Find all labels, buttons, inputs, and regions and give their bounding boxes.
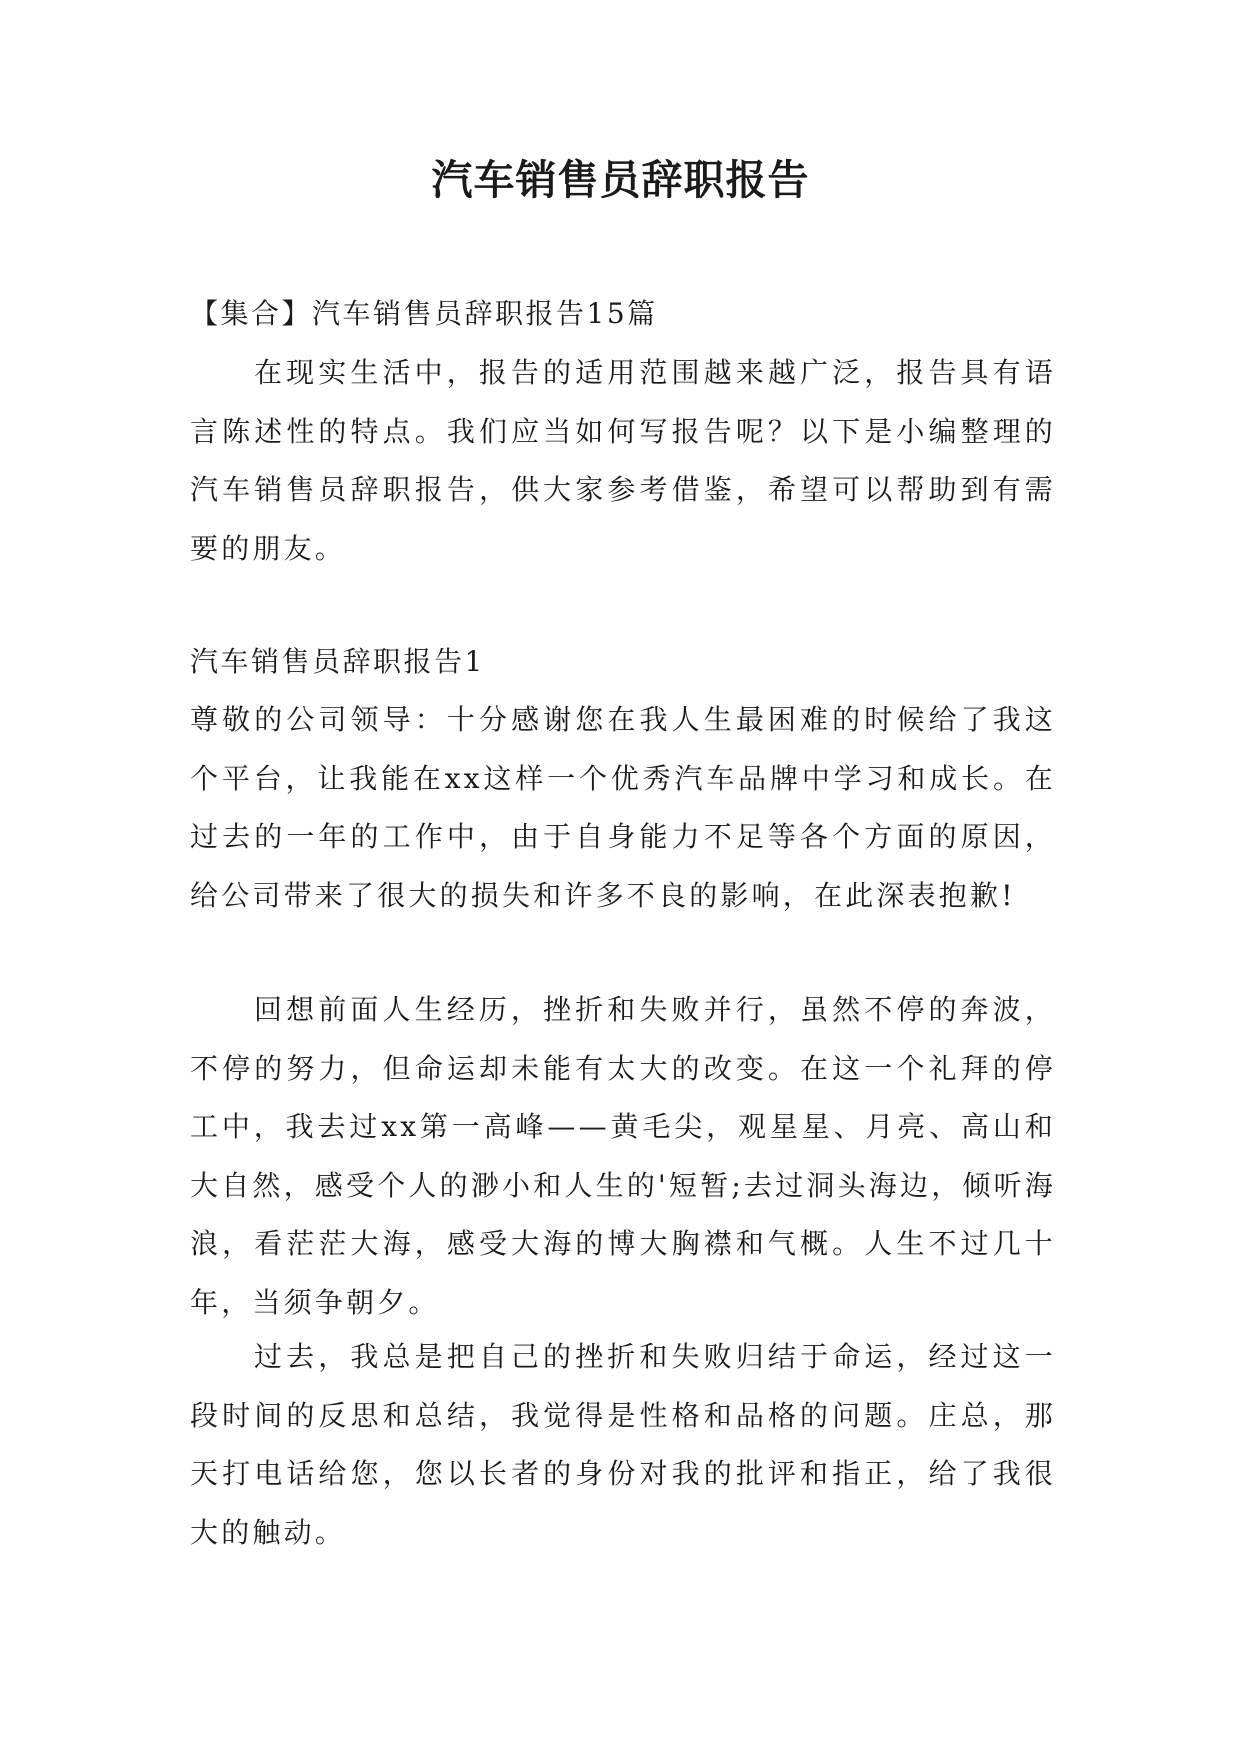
document-subtitle: 【集合】汽车销售员辞职报告15篇 <box>190 297 658 330</box>
body-paragraph-3: 过去，我总是把自己的挫折和失败归结于命运，经过这一段时间的反思和总结，我觉得是性格和品格的问题。庄总，那天打电话给您，您以长者的身份对我的批评和指正，给了我很大的触动。 <box>190 1340 1056 1549</box>
body-paragraph-1: 尊敬的公司领导：十分感谢您在我人生最困难的时候给了我这个平台，让我能在xx这样一个优秀汽车品牌中学习和成长。在过去的一年的工作中，由于自身能力不足等各个方面的原因，给公司带来了很大的损失和许多不良的影响，在此深表抱歉! <box>190 703 1056 912</box>
body-paragraph-2: 回想前面人生经历，挫折和失败并行，虽然不停的奔波，不停的努力，但命运却未能有太大的改变。在这一个礼拜的停工中，我去过xx第一高峰——黄毛尖，观星星、月亮、高山和大自然，感受个人的渺小和人生的'短暂;去过洞头海边，倾听海浪，看茫茫大海，感受大海的博大胸襟和气概。人生不过几十年，当须争朝夕。 <box>190 993 1056 1319</box>
section-heading: 汽车销售员辞职报告1 <box>190 645 485 678</box>
intro-paragraph: 在现实生活中，报告的适用范围越来越广泛，报告具有语言陈述性的特点。我们应当如何写报告呢？以下是小编整理的汽车销售员辞职报告，供大家参考借鉴，希望可以帮助到有需要的朋友。 <box>190 356 1056 565</box>
document-title: 汽车销售员辞职报告 <box>431 156 810 204</box>
